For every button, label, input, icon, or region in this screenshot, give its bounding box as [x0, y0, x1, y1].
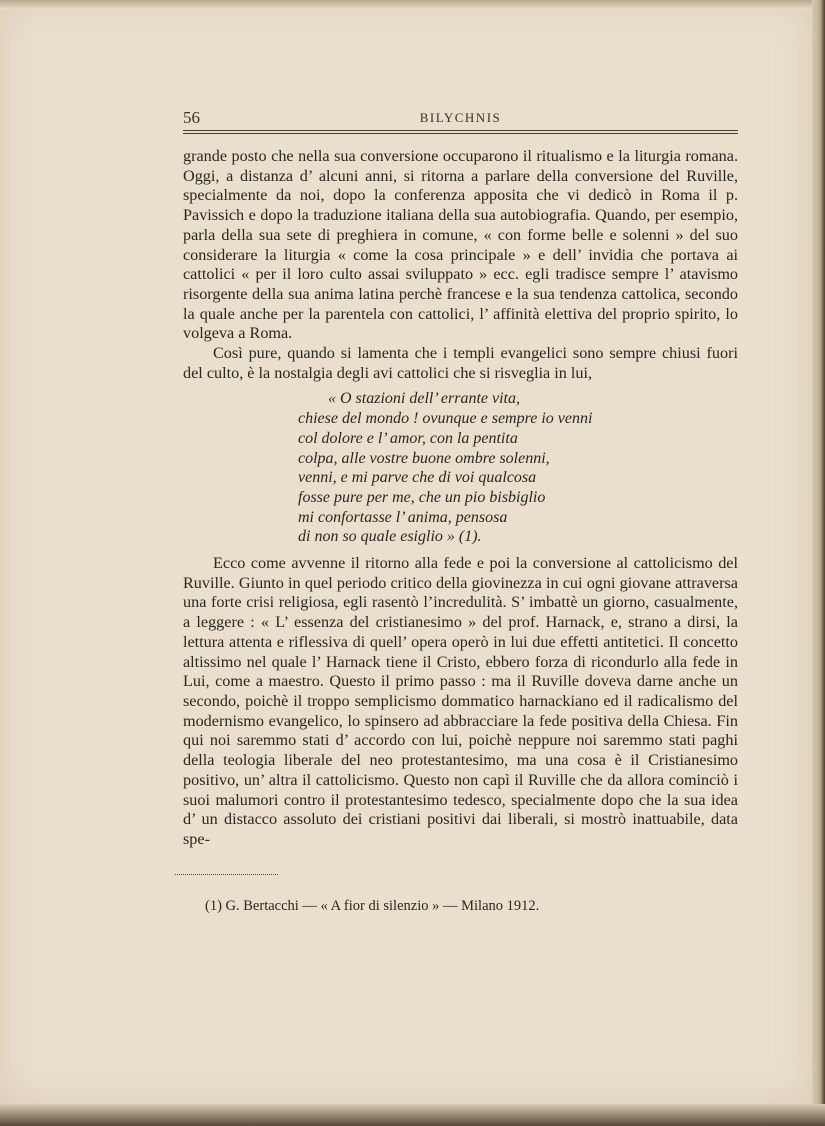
- page-top-edge: [0, 0, 812, 10]
- verse-line: di non so quale esiglio » (1).: [298, 528, 482, 546]
- page-bottom-edge: [0, 1104, 825, 1126]
- page-header: [183, 108, 738, 128]
- running-head: BILYCHNIS: [419, 110, 502, 125]
- page-number: 56: [183, 108, 200, 127]
- footnote: (1) G. Bertacchi — « A fior di silenzio » — Milano 1912.: [205, 898, 540, 914]
- verse-line: col dolore e l’ amor, con la pentita: [298, 429, 518, 447]
- verse-line: « O stazioni dell’ errante vita,: [328, 390, 520, 408]
- verse-line: venni, e mi parve che di voi qualcosa: [298, 469, 537, 487]
- header-rule-bottom: [183, 133, 738, 134]
- verse-line: chiese del mondo ! ovunque e sempre io venni: [298, 410, 593, 428]
- header-rule-top: [183, 130, 738, 131]
- body-text: [183, 147, 738, 850]
- page-right-edge: [812, 0, 825, 1126]
- verse-line: fosse pure per me, che un pio bisbiglio: [298, 488, 546, 506]
- verse-line: mi confortasse l’ anima, pensosa: [298, 508, 508, 526]
- paragraph-1: grande posto che nella sua conversione occuparono il ritualismo e la liturgia romana. Oggi, a distanza d’ alcuni anni, si ritorna a parlare della conversione del Ruville, specialmente da noi, dopo la conferenza apposita che vi dedicò in Roma il p. Pavissich e dopo la traduzione italiana della sua autobiografia. Quando, per esempio, parla della sua sete di preghiera in comune, « con forme belle e solenni » del suo considerare la liturgia « come la cosa principale » e dell’ invidia che portava ai cattolici « per il loro culto assai sviluppato » ecc. egli tradisce sempre l’ atavismo risorgente della sua anima latina perchè francese e la sua tendenza cattolica, secondo la quale anche per la parentela con cattolici, l’ affinità elettiva del proprio spirito, lo volgeva a Roma.: [183, 147, 738, 343]
- paragraph-2: Così pure, quando si lamenta che i templi evangelici sono sempre chiusi fuori del culto, è la nostalgia degli avi cattolici che si risveglia in lui,: [183, 344, 738, 382]
- verse-line: colpa, alle vostre buone ombre solenni,: [298, 449, 550, 467]
- paragraph-3: Ecco come avvenne il ritorno alla fede e poi la conversione al cattolicismo del Ruville. Giunto in quel periodo critico della giovinezza in cui ogni giovane attraversa una forte crisi religiosa, egli rasentò l’incredulità. S’ imbattè un giorno, casualmente, a leggere : « L’ essenza del cristianesimo » del prof. Harnack, e, strano a dirsi, la lettura attenta e riflessiva di quell’ opera operò in lui due effetti antitetici. Il concetto altissimo nel quale l’ Harnack tiene il Cristo, ebbero forza di ricondurlo alla fede in Lui, come a maestro. Questo il primo passo : ma il Ruville doveva darne anche un secondo, poichè il troppo semplicismo dommatico harnackiano ed il radicalismo del modernismo evangelico, lo spinsero ad abbracciare la fede positiva della Chiesa. Fin qui noi saremmo stati d’ accordo con lui, poichè neppure noi saremmo stati paghi della teologia liberale del neo protestantesimo, ma una cosa è il Cristianesimo positivo, un’ altra il cattolicismo. Questo non capì il Ruville che da allora cominciò i suoi malumori contro il protestantesimo tedesco, specialmente dopo che la sua idea d’ un distacco assoluto dei cristiani positivi dai liberali, si mostrò inattuabile, data spe-: [183, 554, 738, 848]
- verse-quote: [298, 389, 738, 547]
- footnote-separator: [175, 874, 278, 875]
